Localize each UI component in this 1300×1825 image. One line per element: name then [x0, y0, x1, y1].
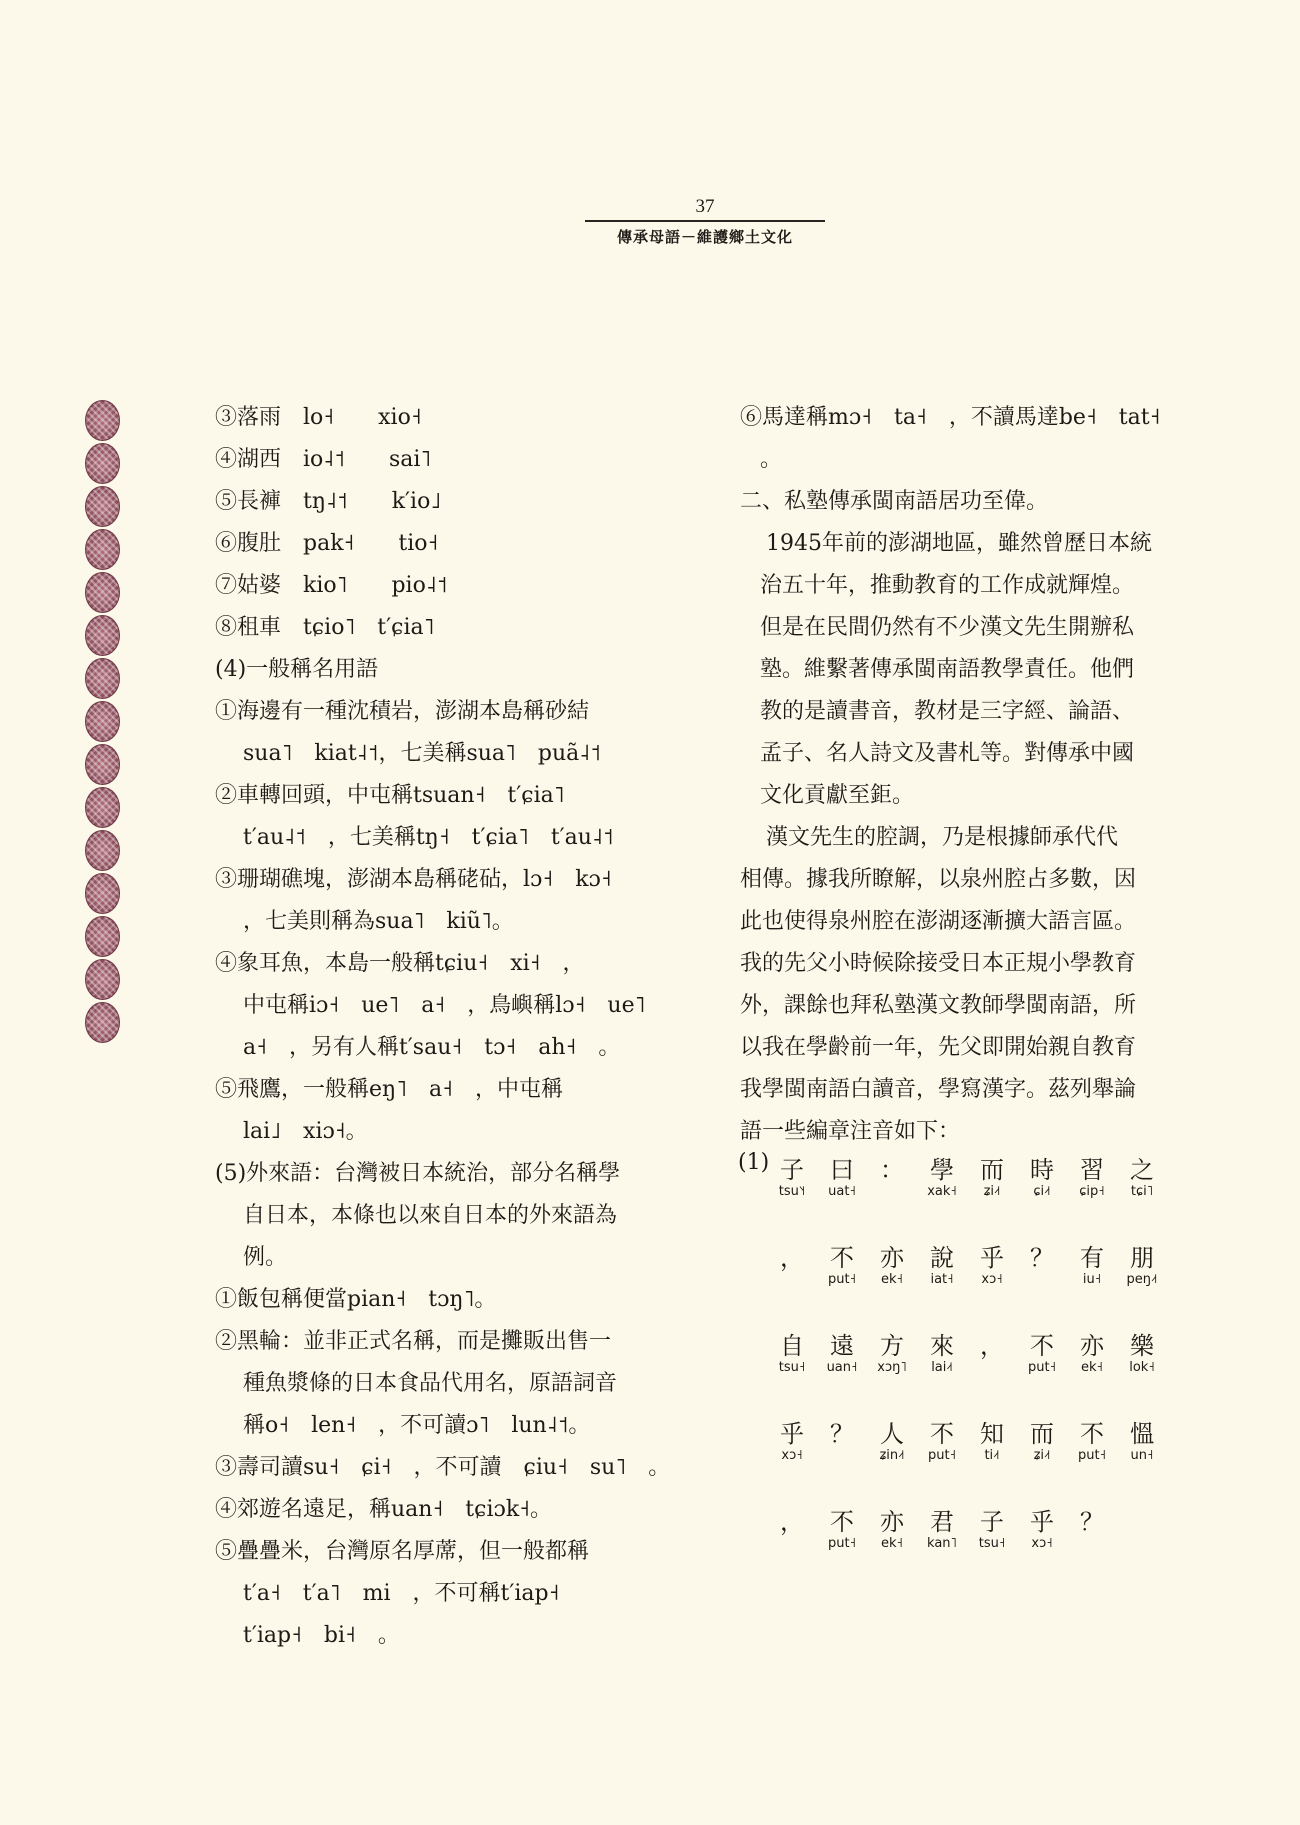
margin-ornament-strip	[85, 400, 121, 1045]
verse-char: 乎	[780, 1420, 804, 1448]
ornament-icon	[85, 443, 120, 484]
verse-char: 亦	[880, 1508, 904, 1536]
verse-char: 君	[930, 1508, 954, 1536]
verse-char: 乎	[980, 1244, 1004, 1272]
verse-pronunciation: xɔ˧	[981, 1272, 1003, 1287]
verse-char: 不	[930, 1420, 954, 1448]
verse-char: ，	[780, 1508, 804, 1536]
page-header	[585, 195, 825, 247]
verse-char: 遠	[830, 1332, 854, 1360]
verse-pronunciation: ek˧	[881, 1536, 903, 1551]
left-line: (4)一般稱名用語	[215, 657, 379, 682]
left-line: ③珊瑚礁塊，澎湖本島稱硓砧，lɔ˧ kɔ˧	[215, 867, 612, 892]
verse-pronunciation: tsu˥˧	[778, 1184, 806, 1199]
verse-char: ，	[780, 1244, 804, 1272]
ornament-icon	[85, 701, 120, 742]
left-line: 稱o˧ len˧ ，不可讀ɔ˥ lun˨˦。	[243, 1413, 591, 1438]
verse-pronunciation: ʑi˨˦	[1033, 1448, 1051, 1463]
verse-pronunciation: iat˧	[930, 1272, 954, 1287]
verse-char: ？	[830, 1420, 854, 1448]
verse-pronunciation: tsu˧	[978, 1536, 1006, 1551]
verse-char: 不	[1030, 1332, 1054, 1360]
left-line: ③落雨 lo˧ xio˧	[215, 405, 422, 430]
ornament-icon	[85, 830, 120, 871]
verse-pronunciation: ek˧	[881, 1272, 903, 1287]
ornament-icon	[85, 916, 120, 957]
right-line: 語一些編章注音如下：	[740, 1119, 961, 1144]
left-column	[215, 397, 670, 1657]
left-line: ⑤飛鷹，一般稱eŋ˥ a˧ ，中屯稱	[215, 1077, 564, 1102]
right-line: 孟子、名人詩文及書札等。對傳承中國	[760, 741, 1135, 766]
verse-char: 知	[980, 1420, 1004, 1448]
verse-pronunciation: xɔŋ˥	[877, 1360, 907, 1375]
verse-char: 樂	[1130, 1332, 1154, 1360]
verse-char: ：	[880, 1156, 904, 1184]
verse-char: 學	[930, 1156, 954, 1184]
verse-pronunciation: ʑin˨˦	[879, 1448, 905, 1463]
verse-pronunciation: ɕi˨˦	[1033, 1184, 1051, 1199]
verse-char: 子	[780, 1156, 804, 1184]
verse-pronunciation: put˧	[828, 1272, 856, 1287]
verse-pronunciation: lai˨˦	[931, 1360, 953, 1375]
right-line: 教的是讀書音，教材是三字經、論語、	[760, 699, 1135, 724]
verse-char: 人	[880, 1420, 904, 1448]
ornament-icon	[85, 486, 120, 527]
left-line: ①飯包稱便當pian˧ tɔŋ˥。	[215, 1287, 497, 1312]
verse-char: 而	[1030, 1420, 1054, 1448]
right-line: 相傳。據我所瞭解，以泉州腔占多數，因	[740, 867, 1137, 892]
verse-char: 朋	[1130, 1244, 1154, 1272]
right-line: 治五十年，推動教育的工作成就輝煌。	[760, 573, 1135, 598]
verse-char: 方	[880, 1332, 904, 1360]
left-line: t′a˧ t′a˥ mi ，不可稱t′iap˧	[243, 1581, 560, 1606]
ornament-icon	[85, 959, 120, 1000]
right-line: 此也使得泉州腔在澎湖逐漸擴大語言區。	[740, 909, 1137, 934]
right-column	[740, 397, 1180, 1153]
verse-pronunciation: xɔ˧	[1031, 1536, 1053, 1551]
verse-pronunciation: ʑi˨˦	[983, 1184, 1001, 1199]
verse-char: 不	[830, 1244, 854, 1272]
left-line: ⑦姑婆 kio˥ pio˨˦	[215, 573, 448, 598]
right-line: 漢文先生的腔調，乃是根據師承代代	[766, 825, 1119, 850]
verse-pronunciation: tsu˧	[778, 1360, 806, 1375]
ornament-icon	[85, 744, 120, 785]
verse-pronunciation: put˧	[1078, 1448, 1106, 1463]
verse-char: 而	[980, 1156, 1004, 1184]
left-line: t′au˨˦ ，七美稱tŋ˧ t′ɕia˥ t′au˨˦	[243, 825, 614, 850]
verse-pronunciation: uan˧	[826, 1360, 858, 1375]
verse-char: ，	[980, 1332, 1004, 1360]
verse-char: 慍	[1130, 1420, 1154, 1448]
left-line: ②黑輪：並非正式名稱，而是攤販出售一	[215, 1329, 612, 1354]
verse-pronunciation: put˧	[928, 1448, 956, 1463]
ornament-icon	[85, 658, 120, 699]
header-rule	[585, 220, 825, 222]
left-line: a˧ ，另有人稱t′sau˧ tɔ˧ ah˧ 。	[243, 1035, 621, 1060]
ornament-icon	[85, 572, 120, 613]
left-line: t′iap˧ bi˧ 。	[243, 1623, 400, 1648]
verse-pronunciation: xɔ˧	[781, 1448, 803, 1463]
left-line: 種魚漿條的日本食品代用名，原語詞音	[243, 1371, 618, 1396]
verse-pronunciation: put˧	[1028, 1360, 1056, 1375]
left-line: 中屯稱iɔ˧ ue˥ a˧ ，鳥嶼稱lɔ˧ ue˥	[243, 993, 646, 1018]
verse-char: 子	[980, 1508, 1004, 1536]
left-line: (5)外來語：台灣被日本統治，部分名稱學	[215, 1161, 621, 1186]
right-line: 但是在民間仍然有不少漢文先生開辦私	[760, 615, 1135, 640]
left-line: ③壽司讀su˧ ɕi˧ ，不可讀 ɕiu˧ su˥ 。	[215, 1455, 671, 1480]
left-line: ⑧租車 tɕio˥ t′ɕia˥	[215, 615, 435, 640]
verse-char: 曰	[830, 1156, 854, 1184]
right-line: 二、私塾傳承閩南語居功至偉。	[740, 489, 1049, 514]
right-line: 塾。維繫著傳承閩南語教學責任。他們	[760, 657, 1135, 682]
verse-pronunciation: iu˧	[1082, 1272, 1102, 1287]
ornament-icon	[85, 1002, 120, 1043]
verse-pronunciation: peŋ˨˦	[1126, 1272, 1158, 1287]
verse-char: 習	[1080, 1156, 1104, 1184]
verse-pronunciation: lok˧	[1129, 1360, 1155, 1375]
verse-pronunciation: ek˧	[1081, 1360, 1103, 1375]
left-line: ④湖西 io˨˦ sai˥	[215, 447, 432, 472]
left-line: ⑥腹肚 pak˧ tio˧	[215, 531, 439, 556]
verse-char: 時	[1030, 1156, 1054, 1184]
ornament-icon	[85, 873, 120, 914]
verse-pronunciation: kan˥	[927, 1536, 957, 1551]
verse-char: 說	[930, 1244, 954, 1272]
left-line: sua˥ kiat˨˦，七美稱sua˥ puã˨˦	[243, 741, 601, 766]
verse-char: 不	[830, 1508, 854, 1536]
verse-pronunciation: tɕi˥	[1130, 1184, 1154, 1199]
verse-char: 亦	[1080, 1332, 1104, 1360]
ornament-icon	[85, 615, 120, 656]
verse-label: (1)	[738, 1150, 770, 1175]
verse-char: 之	[1130, 1156, 1154, 1184]
right-line: 我的先父小時候除接受日本正規小學教育	[740, 951, 1137, 976]
right-line: 以我在學齡前一年，先父即開始親自教育	[740, 1035, 1137, 1060]
verse-pronunciation: un˧	[1130, 1448, 1154, 1463]
verse-char: 亦	[880, 1244, 904, 1272]
verse-pronunciation: put˧	[828, 1536, 856, 1551]
ornament-icon	[85, 787, 120, 828]
left-line: ，七美則稱為sua˥ kiũ˥。	[243, 909, 514, 934]
verse-char: 來	[930, 1332, 954, 1360]
verse-char: 有	[1080, 1244, 1104, 1272]
ornament-icon	[85, 400, 120, 441]
left-line: 例。	[243, 1245, 288, 1270]
right-line: ⑥馬達稱mɔ˧ ta˧ ，不讀馬達be˧ tat˧	[740, 405, 1161, 430]
left-line: ②車轉回頭，中屯稱tsuan˧ t′ɕia˥	[215, 783, 565, 808]
verse-char: ？	[1030, 1244, 1054, 1272]
verse-pronunciation: uat˧	[828, 1184, 856, 1199]
right-line: 。	[760, 447, 783, 472]
left-line: 自日本，本條也以來自日本的外來語為	[243, 1203, 618, 1228]
left-line: ⑤長褲 tŋ˨˦ k′io˩	[215, 489, 442, 514]
verse-char: 不	[1080, 1420, 1104, 1448]
left-line: ⑤疊疊米，台灣原名厚蓆，但一般都稱	[215, 1539, 590, 1564]
ornament-icon	[85, 529, 120, 570]
verse-pronunciation: xak˧	[927, 1184, 957, 1199]
verse-pronunciation: ti˨˦	[984, 1448, 1000, 1463]
left-line: ④象耳魚，本島一般稱tɕiu˧ xi˧ ，	[215, 951, 585, 976]
right-line: 外，課餘也拜私塾漢文教師學閩南語，所	[740, 993, 1137, 1018]
verse-pronunciation: ɕip˧	[1079, 1184, 1105, 1199]
page-number: 37	[695, 196, 715, 217]
left-line: lai˩ xiɔ˧。	[243, 1119, 368, 1144]
running-title: 傳承母語－維護鄉土文化	[616, 228, 793, 246]
right-line: 我學閩南語白讀音，學寫漢字。茲列舉論	[740, 1077, 1137, 1102]
verse-char: 自	[780, 1332, 804, 1360]
left-line: ④郊遊名遠足，稱uan˧ tɕiɔk˧。	[215, 1497, 553, 1522]
right-line: 文化貢獻至鉅。	[760, 783, 915, 808]
left-line: ①海邊有一種沈積岩，澎湖本島稱砂結	[215, 699, 590, 724]
verse-char: ？	[1080, 1508, 1104, 1536]
right-line: 1945年前的澎湖地區，雖然曾歷日本統	[766, 531, 1152, 556]
verse-char: 乎	[1030, 1508, 1054, 1536]
